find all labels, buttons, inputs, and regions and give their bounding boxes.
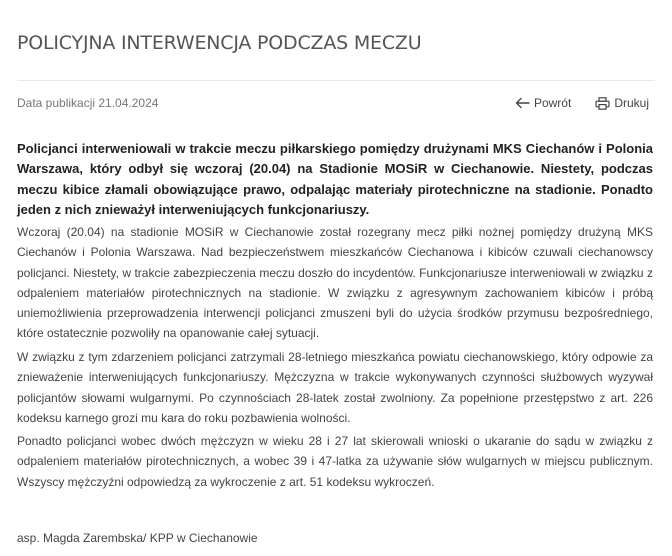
printer-icon xyxy=(595,97,610,110)
article-meta xyxy=(17,96,649,112)
print-link[interactable] xyxy=(595,96,649,110)
article-author: asp. Magda Zarembska/ KPP w Ciechanowie xyxy=(17,531,258,545)
back-link[interactable] xyxy=(515,96,571,110)
print-label: Drukuj xyxy=(614,96,649,110)
article-actions xyxy=(515,96,649,110)
article-title: POLICYJNA INTERWENCJA PODCZAS MECZU xyxy=(17,32,422,54)
arrow-left-icon xyxy=(515,97,530,109)
article-paragraph-2: W związku z tym zdarzeniem policjanci zatrzymali 28-letniego mieszkańca powiatu ciechanowskiego, który odpowie za znieważenie interweniujących funkcjonariuszy. Mężczyzna w trakcie wykonywanych czynności służbowych wyzywał policjantów słowami wulgarnymi. Po czynnościach 28-latek został zwolniony. Za popełnione przestępstwo z art. 226 kodeksu karnego grozi mu kara do roku pozbawienia wolności. xyxy=(17,350,653,425)
article-lead: Policjanci interweniowali w trakcie meczu piłkarskiego pomiędzy drużynami MKS Ciechanów i Polonia Warszawa, który odbył się wczoraj (20.04) na Stadionie MOSiR w Ciechanowie. Niestety, podczas meczu kibice złamali obowiązujące prawo, odpalając materiały pirotechniczne na stadionie. Ponadto jeden z nich znieważył interweniujących funkcjonariuszy. xyxy=(17,141,653,217)
back-label: Powrót xyxy=(533,96,572,110)
title-divider xyxy=(17,80,655,81)
article-paragraph-1: Wczoraj (20.04) na stadionie MOSiR w Ciechanowie został rozegrany mecz piłki nożnej pomiędzy drużyną MKS Ciechanów i Polonia Warszawa. Nad bezpieczeństwem mieszkańców Ciechanowa i kibiców czuwali ciechanowscy policjanci. Niestety, w trakcie zabezpieczenia meczu doszło do incydentów. Funkcjonariusze interweniowali w związku z odpaleniem materiałów pirotechnicznych na stadionie. W związku z agresywnym zachowaniem kibiców i próbą uniemożliwienia przeprowadzenia interwencji policjanci zmuszeni byli do użycia środków przymusu bezpośredniego, które ostatecznie pozwoliły na opanowanie całej sytuacji. xyxy=(17,225,653,341)
publication-date: Data publikacji 21.04.2024 xyxy=(17,96,159,110)
article-paragraph-3: Ponadto policjanci wobec dwóch mężczyzn w wieku 28 i 27 lat skierowali wnioski o ukaranie do sądu w związku z odpaleniem materiałów pirotechnicznych, a wobec 39 i 47-latka za używanie słów wulgarnych w miejscu publicznym. Wszyscy mężczyźni odpowiedzą za wykroczenie z art. 51 kodeksu wykroczeń. xyxy=(17,434,653,489)
